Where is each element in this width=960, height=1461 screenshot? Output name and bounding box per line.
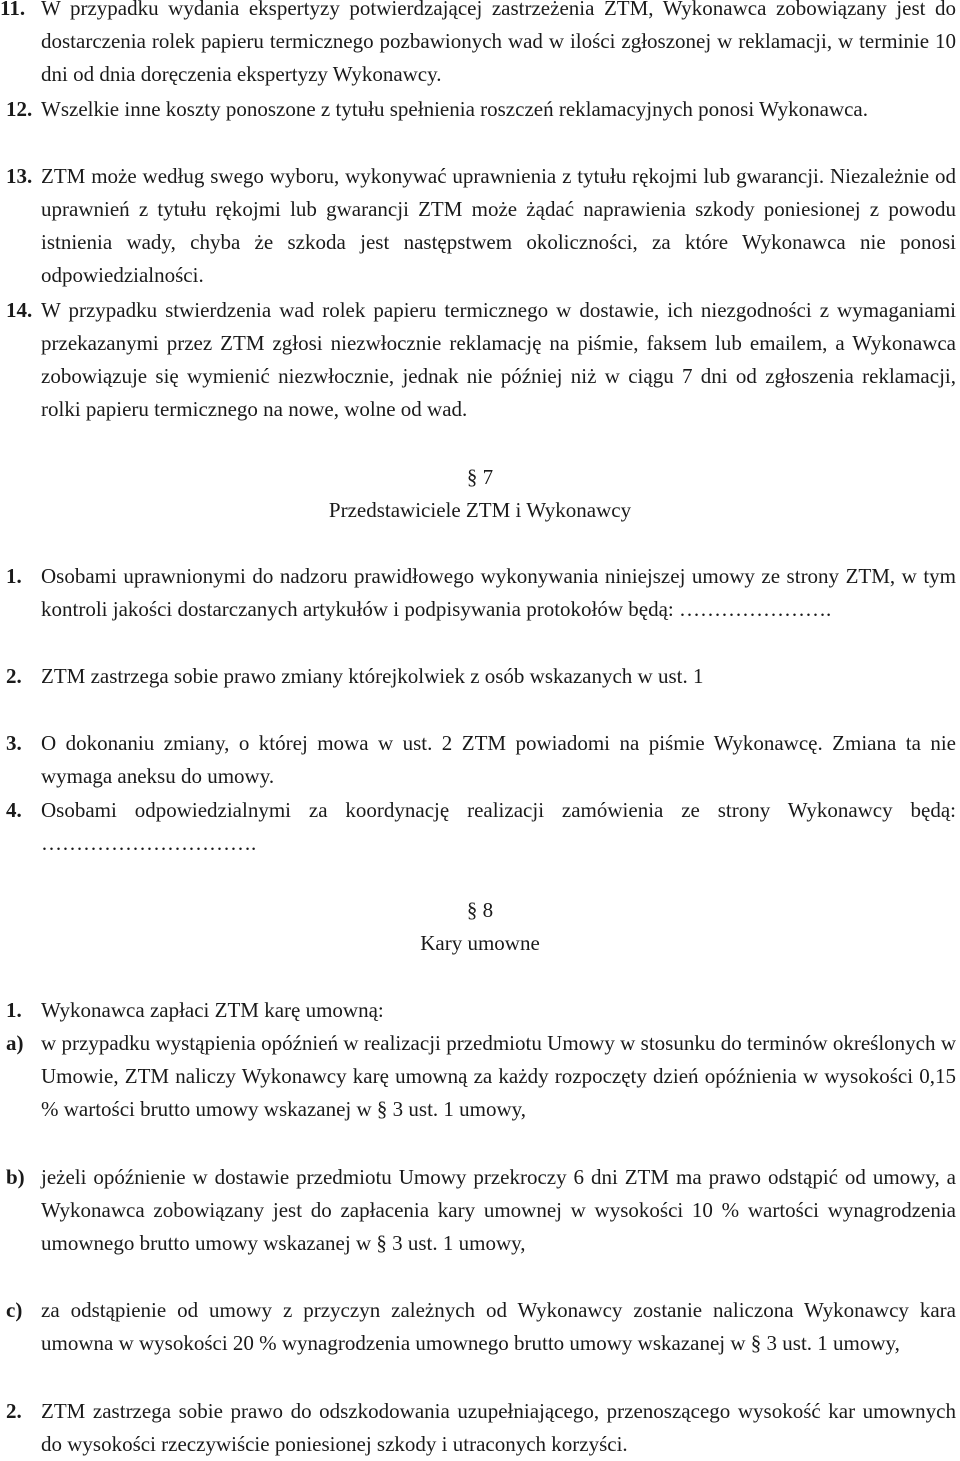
section-7-item-3 <box>0 727 960 793</box>
paragraph-number: 14. <box>6 298 33 322</box>
paragraph-text: W przypadku stwierdzenia wad rolek papieru termicznego w dostawie, ich niezgodności z wymaganiami przekazanymi przez ZTM zgłosi niezwłocznie reklamację na piśmie, faksem lub emailem, a Wykonawca zobowiązuje się wymienić niezwłocznie, jednak nie później niż w ciągu 7 dni od zgłoszenia reklamacji, rolki papieru termicznego na nowe, wolne od wad. <box>41 298 956 421</box>
item-text: jeżeli opóźnienie w dostawie przedmiotu Umowy przekroczy 6 dni ZTM ma prawo odstąpić od umowy, a Wykonawca zobowiązany jest do zapłacenia kary umownej w wysokości 10 % wartości wynagrodzenia umownego brutto umowy wskazanej w § 3 ust. 1 umowy, <box>41 1165 956 1255</box>
paragraph-text: W przypadku wydania ekspertyzy potwierdzającej zastrzeżenia ZTM, Wykonawca zobowiązany jest do dostarczenia rolek papieru termicznego pozbawionych wad w ilości zgłoszonej w reklamacji, w terminie 10 dni od dnia doręczenia ekspertyzy Wykonawcy. <box>41 0 956 86</box>
item-text: O dokonaniu zmiany, o której mowa w ust. 2 ZTM powiadomi na piśmie Wykonawcę. Zmiana ta nie wymaga aneksu do umowy. <box>41 731 956 788</box>
section-8-subitem-a <box>0 1027 960 1126</box>
item-text: ZTM zastrzega sobie prawo zmiany którejkolwiek z osób wskazanych w ust. 1 <box>41 664 704 688</box>
paragraph-text: Wszelkie inne koszty ponoszone z tytułu spełnienia roszczeń reklamacyjnych ponosi Wykonawca. <box>41 97 868 121</box>
section-8-item-1 <box>0 994 960 1027</box>
paragraph-number: 13. <box>6 164 33 188</box>
item-letter: b) <box>6 1165 25 1189</box>
section-7-item-4 <box>0 794 960 860</box>
item-text: ZTM zastrzega sobie prawo do odszkodowania uzupełniającego, przenoszącego wysokość kar umownych do wysokości rzeczywiście poniesionej szkody i utraconych korzyści. <box>41 1399 956 1456</box>
item-number: 3. <box>6 731 22 755</box>
item-text: Osobami odpowiedzialnymi za koordynację realizacji zamówienia ze strony Wykonawcy będą: …………………………. <box>41 798 956 855</box>
paragraph-14 <box>0 294 960 426</box>
section-7-title: Przedstawiciele ZTM i Wykonawcy <box>328 498 632 522</box>
section-8-number: § 8 <box>466 898 494 922</box>
item-text: Wykonawca zapłaci ZTM karę umowną: <box>41 998 384 1022</box>
paragraph-11 <box>0 0 960 91</box>
item-letter: a) <box>6 1031 24 1055</box>
item-number: 1. <box>6 998 22 1022</box>
item-number: 2. <box>6 664 22 688</box>
section-8-subitem-b <box>0 1161 960 1260</box>
item-number: 1. <box>6 564 22 588</box>
item-text: w przypadku wystąpienia opóźnień w realizacji przedmiotu Umowy w stosunku do terminów określonych w Umowie, ZTM naliczy Wykonawcy karę umowną za każdy rozpoczęty dzień opóźnienia w wysokości 0,15 % wartości brutto umowy wskazanej w § 3 ust. 1 umowy, <box>41 1031 956 1121</box>
item-number: 4. <box>6 798 22 822</box>
section-7-item-1 <box>0 560 960 626</box>
paragraph-12 <box>0 93 960 126</box>
section-8-subitem-c <box>0 1294 960 1360</box>
item-text: za odstąpienie od umowy z przyczyn zależnych od Wykonawcy zostanie naliczona Wykonawcy kara umowna w wysokości 20 % wynagrodzenia umownego brutto umowy wskazanej w § 3 ust. 1 umowy, <box>41 1298 956 1355</box>
paragraph-text: ZTM może według swego wyboru, wykonywać uprawnienia z tytułu rękojmi lub gwarancji. Niezależnie od uprawnień z tytułu rękojmi lub gwarancji ZTM może żądać naprawienia szkody poniesionej z powodu istnienia wady, chyba że szkoda jest następstwem okoliczności, za które Wykonawca nie ponosi odpowiedzialności. <box>41 164 956 287</box>
paragraph-number: 12. <box>6 97 33 121</box>
section-8-title: Kary umowne <box>420 931 540 955</box>
paragraph-number: 11. <box>0 0 26 20</box>
section-8-item-2 <box>0 1395 960 1461</box>
item-letter: c) <box>6 1298 23 1322</box>
item-text: Osobami uprawnionymi do nadzoru prawidłowego wykonywania niniejszej umowy ze strony ZTM, w tym kontroli jakości dostarczanych artykułów i podpisywania protokołów będą: …………………. <box>41 564 956 621</box>
paragraph-13 <box>0 160 960 292</box>
section-7-item-2 <box>0 660 960 693</box>
item-number: 2. <box>6 1399 22 1423</box>
section-7-number: § 7 <box>466 465 494 489</box>
